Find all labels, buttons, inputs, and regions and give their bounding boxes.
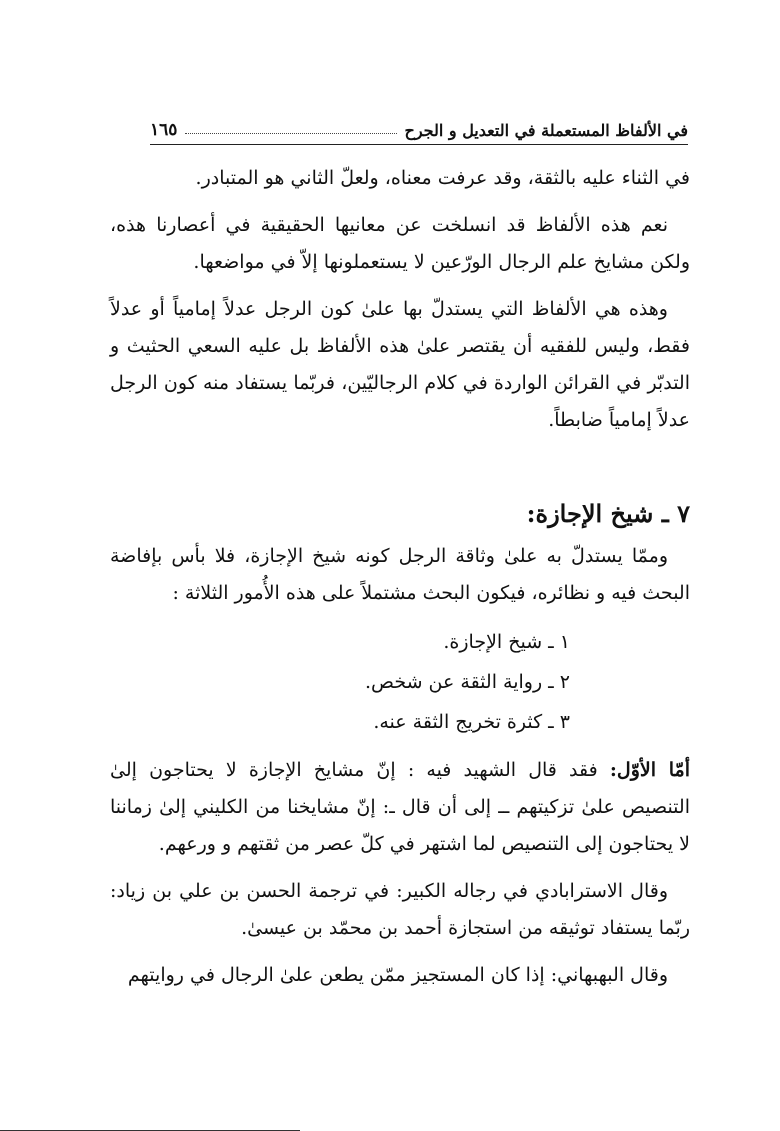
list-item: ٢ ـ رواية الثقة عن شخص. [365,671,570,693]
first-topic-lead: أمّا الأوّل: [609,759,690,781]
page-body [110,160,690,1004]
list-item: ١ ـ شيخ الإجازة. [443,631,570,653]
paragraph-continuation: في الثناء عليه بالثقة، وقد عرفت معناه، ولعلّ الثاني هو المتبادر. [195,167,690,189]
list-item: ٣ ـ كثرة تخريج الثقة عنه. [373,711,570,733]
topics-list [110,622,690,742]
header-dot-leader [185,133,396,134]
paragraph-behbahani [110,957,690,994]
behbahani-lead: وقال البهبهاني: [550,964,668,986]
section-intro: وممّا يستدلّ به علىٰ وثاقة الرجل كونه شيخ الإجازة، فلا بأس بإفاضة البحث فيه و نظائره، فيكون البحث مشتملاً على هذه الأُمور الثلاثة : [110,545,690,604]
page-number: ١٦٥ [150,120,178,140]
first-topic-text: فقد قال الشهيد فيه : إنّ مشايخ الإجازة لا يحتاجون إلىٰ التنصيص علىٰ تزكيتهم ــ إلى أن قال ـ: إنّ مشايخنا من الكليني إلىٰ زماننا لا يحتاجون إلى التنصيص لما اشتهر في كلّ عصر من ثقتهم و ورعهم. [110,759,690,855]
paragraph-istidlal: وهذه هي الألفاظ التي يستدلّ بها علىٰ كون الرجل عدلاً إمامياً أو عدلاً فقط، وليس للفقيه أن يقتصر علىٰ هذه الألفاظ بل عليه السعي الحثيث و التدبّر في القرائن الواردة في كلام الرجاليّين، فربّما يستفاد منه كون الرجل عدلاً إمامياً ضابطاً. [110,298,690,431]
running-header [150,100,688,145]
paragraph-first-topic [110,752,690,863]
section-heading: ٧ ـ شيخ الإجازة: [526,499,690,528]
behbahani-text: إذا كان المستجيز ممّن يطعن علىٰ الرجال في روايتهم [127,964,551,986]
header-title: في الألفاظ المستعملة في التعديل و الجرح [404,121,688,140]
paragraph-astarabadi: وقال الاسترابادي في رجاله الكبير: في ترجمة الحسن بن علي بن زياد: ربّما يستفاد توثيقه من استجازة أحمد بن محمّد بن عيسىٰ. [110,880,690,939]
paragraph-alfaz: نعم هذه الألفاظ قد انسلخت عن معانيها الحقيقية في أعصارنا هذه، ولكن مشايخ علم الرجال الورّعين لا يستعملونها إلاّ في مواضعها. [110,214,690,273]
